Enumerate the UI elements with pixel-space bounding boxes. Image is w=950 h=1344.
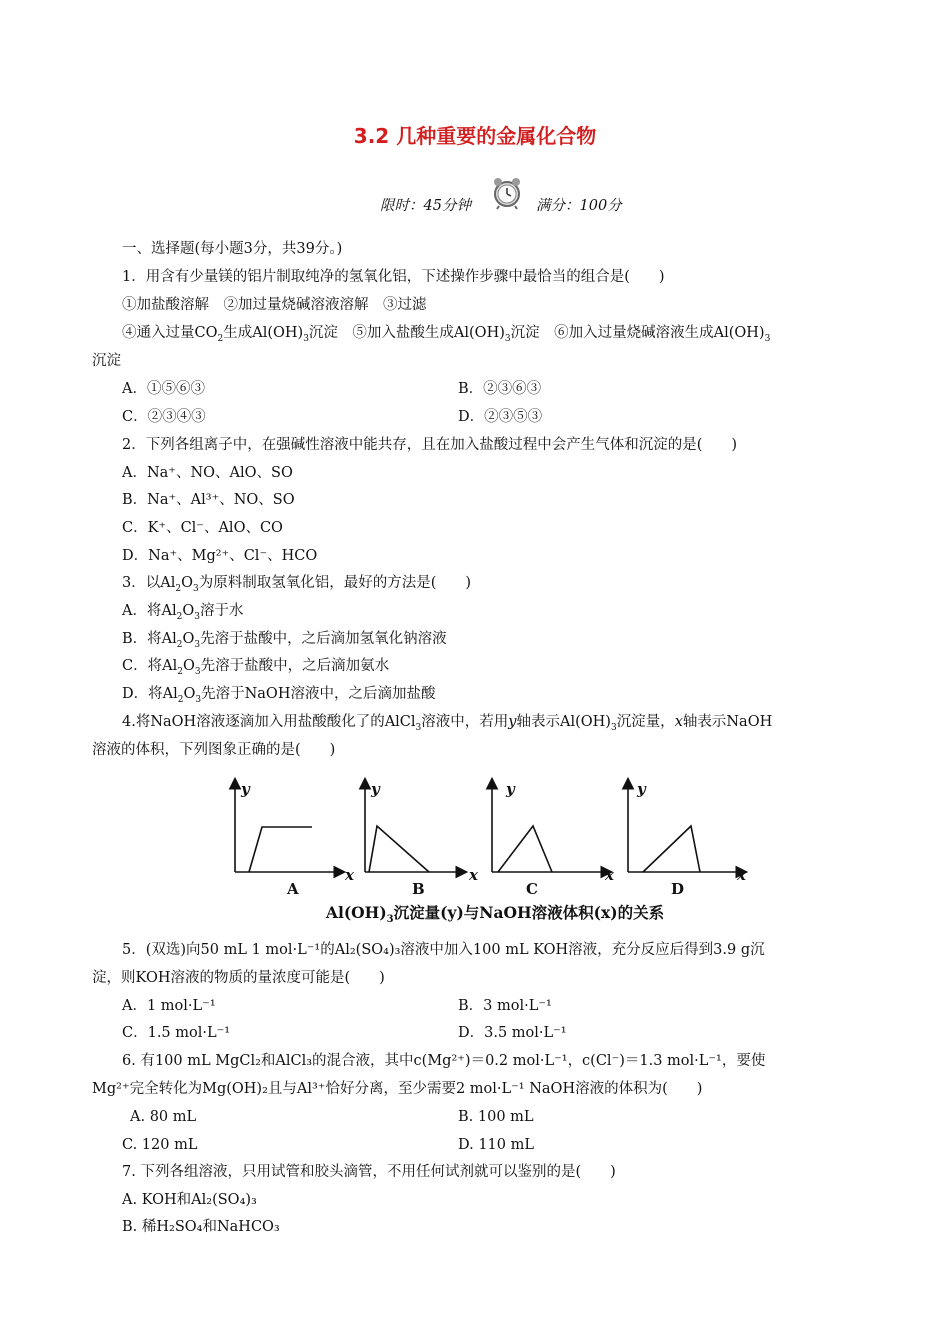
graph-b-label: B: [412, 880, 425, 898]
q6-option-b: B. 100 mL: [458, 1109, 534, 1125]
q6-stem: 6. 有100 mL MgCl₂和AlCl₃的混合液，其中c(Mg²⁺)＝0.2 mol·L⁻¹，c(Cl⁻)＝1.3 mol·L⁻¹，要使: [122, 1053, 766, 1069]
q5-option-a: A．1 mol·L⁻¹: [122, 998, 216, 1014]
graph-d-label: D: [671, 880, 685, 898]
graph-b-y-label: y: [371, 780, 380, 798]
q5-option-b: B．3 mol·L⁻¹: [458, 998, 552, 1014]
figure-caption: $Al(OH)_3$沉淀量(y)与NaOH溶液体积(x)的关系: [325, 903, 665, 925]
q2-option-b: B．Na⁺、Al³⁺、NO、SO: [122, 492, 295, 508]
graph-a-label: A: [287, 880, 299, 898]
q1-option-c: C．②③④③: [122, 409, 206, 425]
q6-stem-2: Mg²⁺完全转化为Mg(OH)₂且与Al³⁺恰好分离，至少需要2 mol·L⁻¹ NaOH溶液的体积为( ): [92, 1081, 703, 1097]
q7-stem: 7. 下列各组溶液，只用试管和胶头滴管，不用任何试剂就可以鉴别的是( ): [122, 1164, 616, 1180]
graph-b: [365, 780, 465, 872]
q3-option-a: A．将$Al_2O_3$溶于水: [122, 603, 244, 622]
section-heading: 一、选择题(每小题3分，共39分。): [122, 241, 343, 257]
graph-b-x-label: x: [469, 866, 478, 884]
graph-d-y-label: y: [637, 780, 646, 798]
q2-option-c: C．K⁺、Cl⁻、AlO、CO: [122, 520, 283, 536]
q2-stem: 2．下列各组离子中，在强碱性溶液中能共存，且在加入盐酸过程中会产生气体和沉淀的是( ): [122, 437, 738, 453]
q2-option-d: D．Na⁺、Mg²⁺、Cl⁻、HCO: [122, 548, 318, 564]
q4-stem-2: 溶液的体积，下列图象正确的是( ): [92, 742, 336, 758]
graph-a: [235, 780, 343, 872]
q1-steps-2: ④通入过量$CO_2$生成$Al(OH)_3$沉淀 ⑤加入盐酸生成$Al(OH)_3$沉淀 ⑥加入过量烧碱溶液生成$Al(OH)_3$: [122, 325, 771, 344]
graph-c-label: C: [526, 880, 538, 898]
q5-option-d: D．3.5 mol·L⁻¹: [458, 1025, 567, 1041]
q1-option-a: A．①⑤⑥③: [122, 381, 205, 397]
q2-option-a: A．Na⁺、NO、AlO、SO: [122, 465, 293, 481]
q6-option-a: A. 80 mL: [130, 1109, 197, 1125]
q7-option-a: A. KOH和Al₂(SO₄)₃: [122, 1192, 257, 1208]
page-title: 3.2 几种重要的金属化合物: [353, 124, 597, 148]
q6-option-d: D. 110 mL: [458, 1137, 534, 1153]
q5-option-c: C．1.5 mol·L⁻¹: [122, 1025, 231, 1041]
q4-stem: 4.将NaOH溶液逐滴加入用盐酸酸化了的AlCl$_3$溶液中，若用y轴表示$Al(OH)_3$沉淀量，x轴表示NaOH: [122, 714, 773, 733]
q6-option-c: C. 120 mL: [122, 1137, 198, 1153]
graph-d-x-label: x: [737, 866, 746, 884]
q1-option-d: D．②③⑤③: [458, 409, 543, 425]
q7-option-b: B. 稀H₂SO₄和NaHCO₃: [122, 1219, 280, 1235]
q3-stem: 3．以$Al_2O_3$为原料制取氢氧化铝，最好的方法是( ): [122, 575, 472, 594]
full-score: 满分：100分: [536, 198, 622, 214]
graph-c-x-label: x: [605, 866, 614, 884]
q1-steps-3: 沉淀: [92, 353, 121, 369]
q5-stem: 5．(双选)向50 mL 1 mol·L⁻¹的Al₂(SO₄)₃溶液中加入100 mL KOH溶液，充分反应后得到3.9 g沉: [122, 942, 765, 958]
q3-option-c: C．将$Al_2O_3$先溶于盐酸中，之后滴加氨水: [122, 658, 390, 677]
alarm-clock-icon: [490, 176, 524, 210]
graph-options-figure: [225, 770, 765, 925]
q1-option-b: B．②③⑥③: [458, 381, 542, 397]
q5-stem-2: 淀，则KOH溶液的物质的量浓度可能是( ): [92, 970, 385, 986]
q3-option-d: D．将$Al_2O_3$先溶于NaOH溶液中，之后滴加盐酸: [122, 686, 436, 705]
graph-a-y-label: y: [241, 780, 250, 798]
graph-c-y-label: y: [506, 780, 515, 798]
q1-steps-1: ①加盐酸溶解 ②加过量烧碱溶液溶解 ③过滤: [122, 297, 427, 313]
time-limit: 限时：45分钟: [380, 198, 471, 214]
q1-stem: 1．用含有少量镁的铝片制取纯净的氢氧化铝，下述操作步骤中最恰当的组合是( ): [122, 269, 665, 285]
q3-option-b: B．将$Al_2O_3$先溶于盐酸中，之后滴加氢氧化钠溶液: [122, 631, 447, 650]
graph-a-x-label: x: [345, 866, 354, 884]
